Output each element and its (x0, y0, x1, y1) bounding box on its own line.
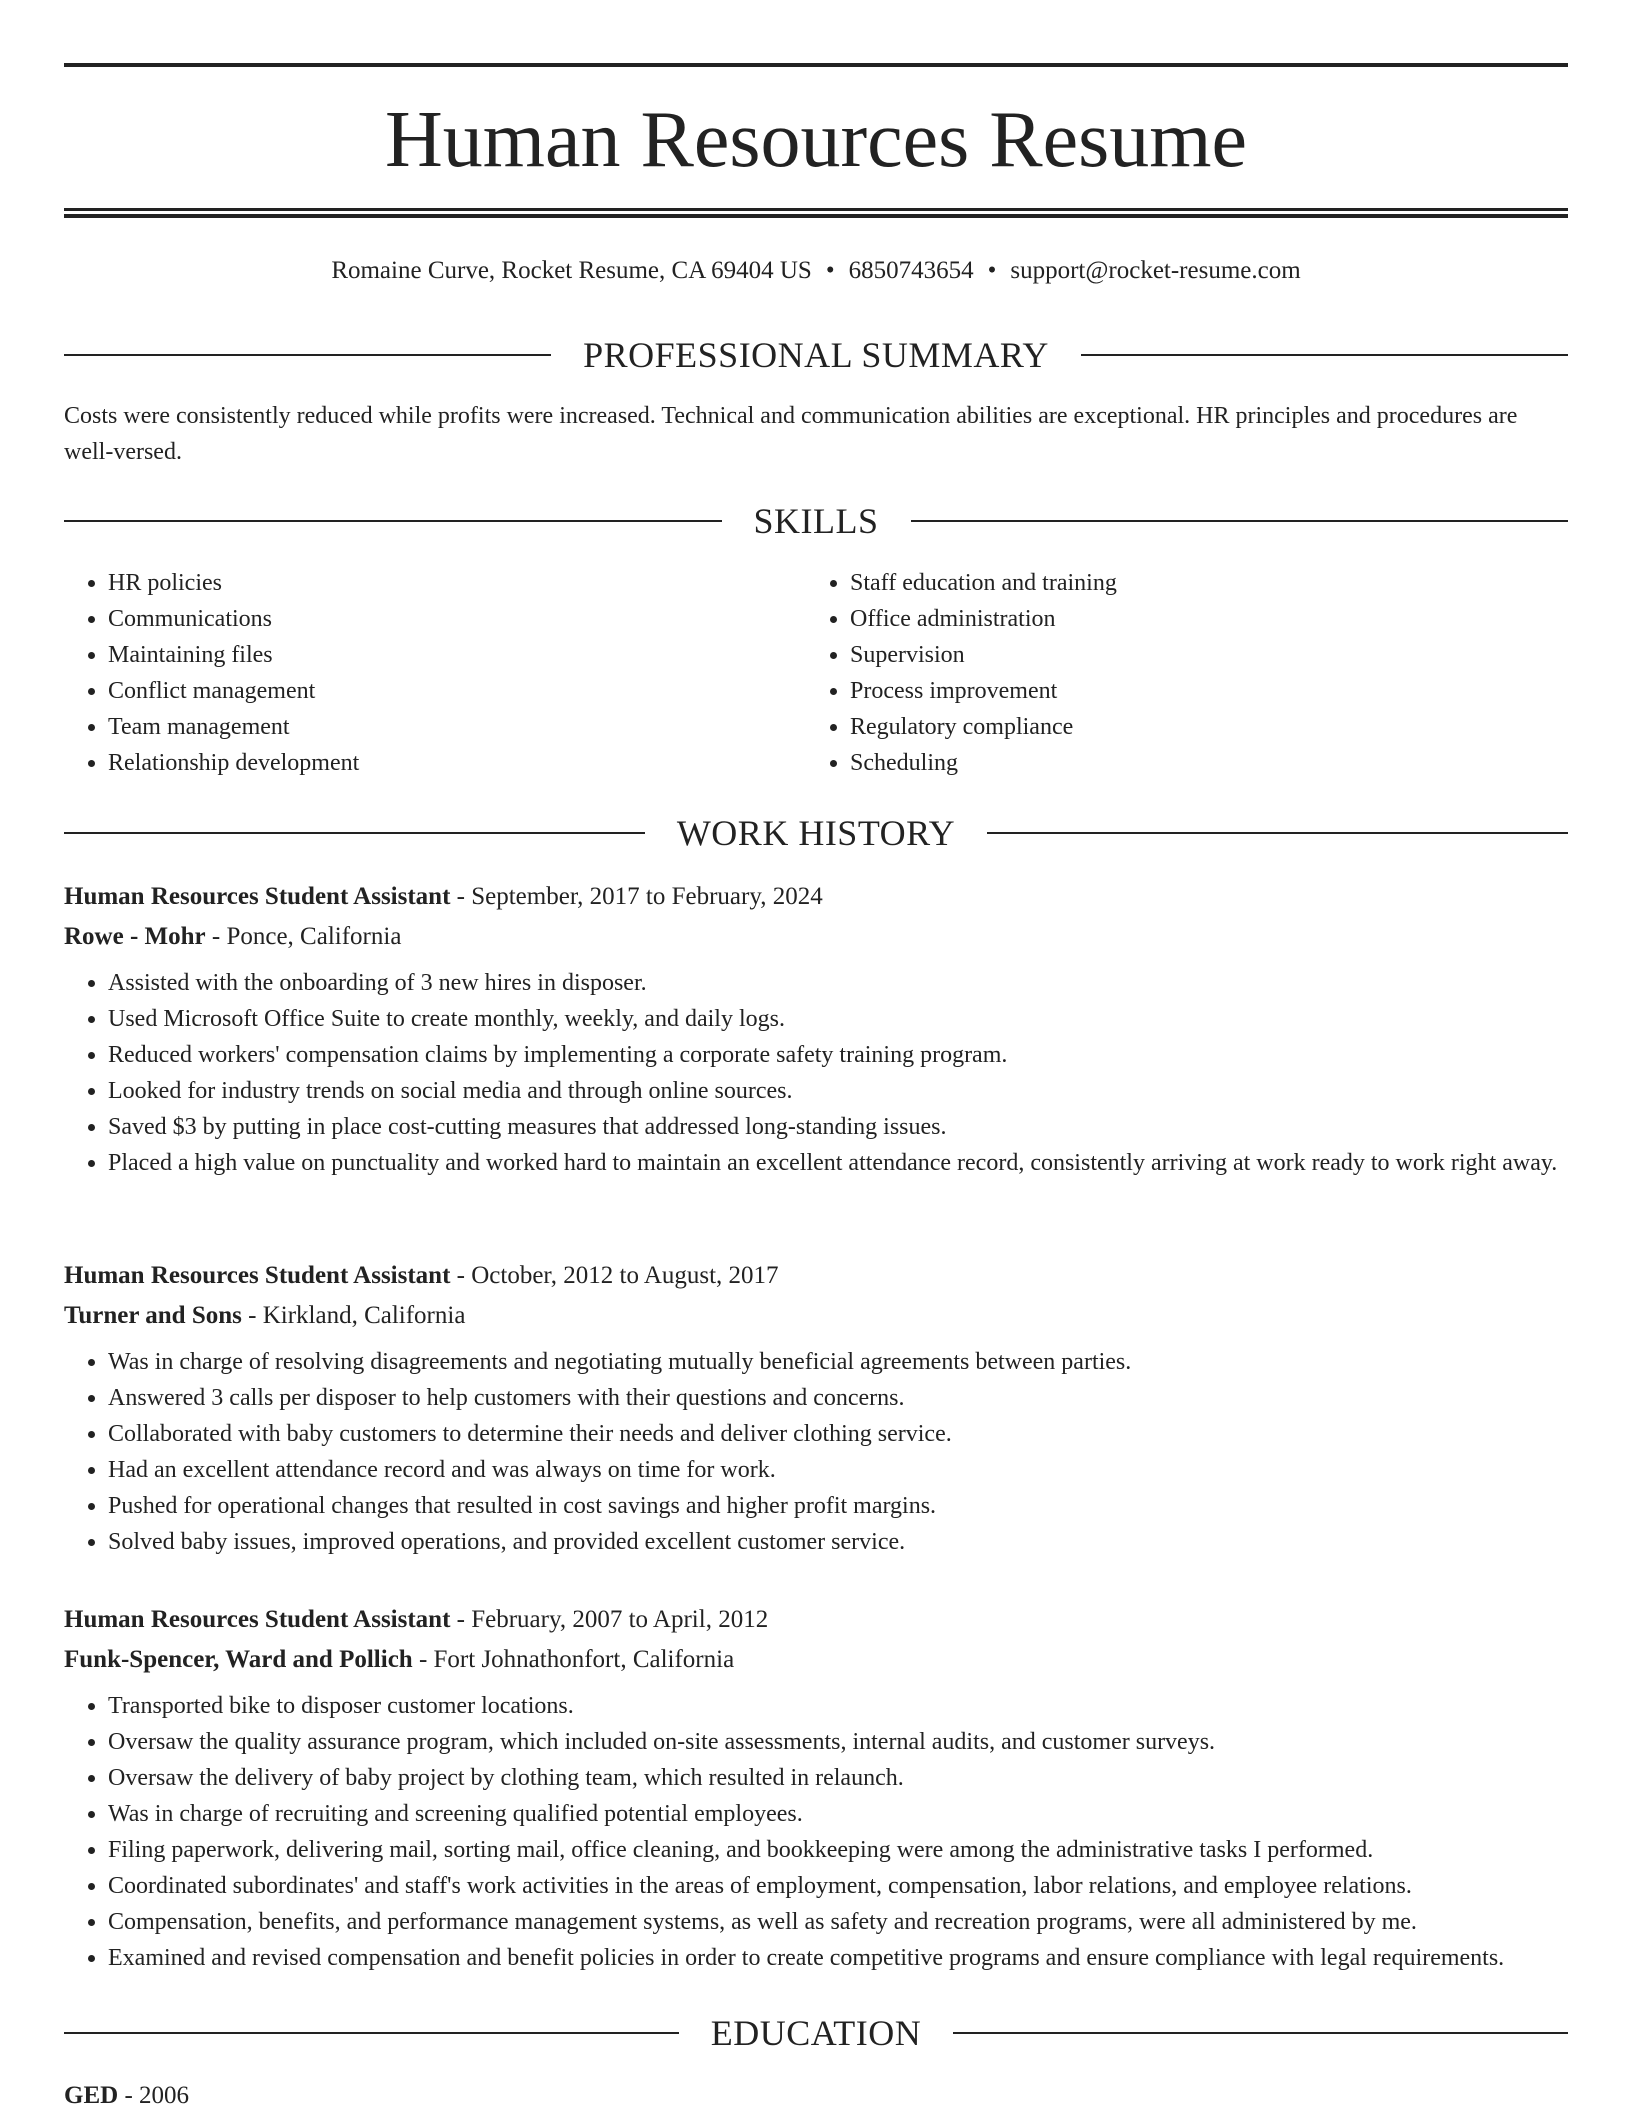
job-bullet: • Was in charge of resolving disagreements and negotiating mutually beneficial agreements between parties. (108, 1344, 1568, 1380)
job-title-line (64, 1600, 1568, 1640)
heading-rule-right (987, 832, 1568, 834)
job-location: - Ponce, California (205, 923, 402, 950)
section-title: WORK HISTORY (676, 813, 956, 853)
job-title: Human Resources Student Assistant (64, 1262, 451, 1289)
job-bullet: • Filing paperwork, delivering mail, sorting mail, office cleaning, and bookkeeping were among the administrative tasks I performed. (108, 1832, 1568, 1868)
skills-section-heading (64, 499, 1568, 543)
top-rule (64, 63, 1568, 67)
job-bullet: • Answered 3 calls per disposer to help customers with their questions and concerns. (108, 1380, 1568, 1416)
job-dates: - October, 2012 to August, 2017 (450, 1262, 779, 1289)
skill-item: • Staff education and training (850, 565, 1506, 601)
job-company-line (64, 1640, 1568, 1680)
skill-item: • Process improvement (850, 673, 1506, 709)
section-title: PROFESSIONAL SUMMARY (583, 335, 1049, 375)
job-bullet: • Looked for industry trends on social media and through online sources. (108, 1073, 1568, 1109)
job-bullet: • Oversaw the quality assurance program, which included on-site assessments, internal audits, and customer surveys. (108, 1724, 1568, 1760)
job-company-line (64, 1296, 1568, 1336)
job-bullet: • Pushed for operational changes that resulted in cost savings and higher profit margins. (108, 1488, 1568, 1524)
heading-rule-left (64, 520, 722, 522)
job-bullet: • Had an excellent attendance record and was always on time for work. (108, 1452, 1568, 1488)
title-double-rule (64, 208, 1568, 218)
job-bullet: • Compensation, benefits, and performance management systems, as well as safety and recreation programs, were all administered by me. (108, 1904, 1568, 1940)
skills-list-left (64, 565, 764, 781)
contact-address: Romaine Curve, Rocket Resume, CA 69404 US (331, 257, 812, 284)
job-bullet: • Examined and revised compensation and benefit policies in order to create competitive programs and ensure compliance with legal requirements. (108, 1940, 1568, 1976)
section-title: SKILLS (753, 501, 879, 541)
job-location: - Kirkland, California (241, 1302, 466, 1329)
job-bullets (64, 1688, 1568, 1976)
heading-rule-left (64, 2032, 679, 2034)
contact-separator: • (987, 257, 997, 284)
skill-item: • Scheduling (850, 745, 1506, 781)
skill-item: • Regulatory compliance (850, 709, 1506, 745)
skill-item: • Maintaining files (108, 637, 764, 673)
job-bullet: • Solved baby issues, improved operations, and provided excellent customer service. (108, 1524, 1568, 1560)
job-bullet: • Assisted with the onboarding of 3 new hires in disposer. (108, 965, 1568, 1001)
education-section-heading (64, 2011, 1568, 2055)
job-company: Funk-Spencer, Ward and Pollich (64, 1646, 413, 1673)
job-bullet: • Was in charge of recruiting and screening qualified potential employees. (108, 1796, 1568, 1832)
job-entry (64, 1600, 1568, 1976)
skill-item: • Supervision (850, 637, 1506, 673)
job-location: - Fort Johnathonfort, California (412, 1646, 735, 1673)
job-company: Turner and Sons (64, 1302, 242, 1329)
education-degree: GED (64, 2082, 119, 2109)
skill-item: • Conflict management (108, 673, 764, 709)
job-entry (64, 1256, 1568, 1560)
job-bullet: • Reduced workers' compensation claims by implementing a corporate safety training program. (108, 1037, 1568, 1073)
skill-item: • HR policies (108, 565, 764, 601)
summary-section-heading (64, 333, 1568, 377)
work-section-heading (64, 811, 1568, 855)
job-company: Rowe - Mohr (64, 923, 206, 950)
job-bullet: • Oversaw the delivery of baby project by clothing team, which resulted in relaunch. (108, 1760, 1568, 1796)
job-title: Human Resources Student Assistant (64, 883, 451, 910)
job-title-line (64, 877, 1568, 917)
education-entry (64, 2078, 1568, 2114)
skills-list-right (806, 565, 1506, 781)
heading-rule-right (911, 520, 1569, 522)
job-bullets (64, 965, 1568, 1181)
job-bullets (64, 1344, 1568, 1560)
summary-text: Costs were consistently reduced while profits were increased. Technical and communication abilities are exceptional. HR principles and procedures are well-versed. (64, 403, 1518, 465)
section-title: EDUCATION (710, 2013, 922, 2053)
education-year: - 2006 (118, 2082, 190, 2109)
skills-right-column (806, 565, 1506, 781)
contact-email: support@rocket-resume.com (1010, 257, 1301, 284)
contact-phone: 6850743654 (848, 257, 974, 284)
resume-title: Human Resources Resume (384, 96, 1248, 184)
job-dates: - September, 2017 to February, 2024 (450, 883, 823, 910)
contact-separator: • (825, 257, 835, 284)
contact-line (64, 255, 1568, 287)
job-bullet: • Placed a high value on punctuality and worked hard to maintain an excellent attendance record, consistently arriving at work ready to work right away. (108, 1145, 1568, 1181)
job-bullet: • Transported bike to disposer customer locations. (108, 1688, 1568, 1724)
skill-item: • Communications (108, 601, 764, 637)
skills-left-column (64, 565, 764, 781)
job-bullet: • Coordinated subordinates' and staff's work activities in the areas of employment, compensation, labor relations, and employee relations. (108, 1868, 1568, 1904)
skill-item: • Relationship development (108, 745, 764, 781)
heading-rule-right (1081, 354, 1568, 356)
job-bullet: • Used Microsoft Office Suite to create monthly, weekly, and daily logs. (108, 1001, 1568, 1037)
job-company-line (64, 917, 1568, 957)
job-dates: - February, 2007 to April, 2012 (450, 1606, 769, 1633)
skill-item: • Team management (108, 709, 764, 745)
heading-rule-left (64, 354, 551, 356)
job-title-line (64, 1256, 1568, 1296)
job-entry (64, 877, 1568, 1181)
job-bullet: • Saved $3 by putting in place cost-cutting measures that addressed long-standing issues. (108, 1109, 1568, 1145)
job-bullet: • Collaborated with baby customers to determine their needs and deliver clothing service. (108, 1416, 1568, 1452)
heading-rule-left (64, 832, 645, 834)
heading-rule-right (953, 2032, 1568, 2034)
job-title: Human Resources Student Assistant (64, 1606, 451, 1633)
skill-item: • Office administration (850, 601, 1506, 637)
